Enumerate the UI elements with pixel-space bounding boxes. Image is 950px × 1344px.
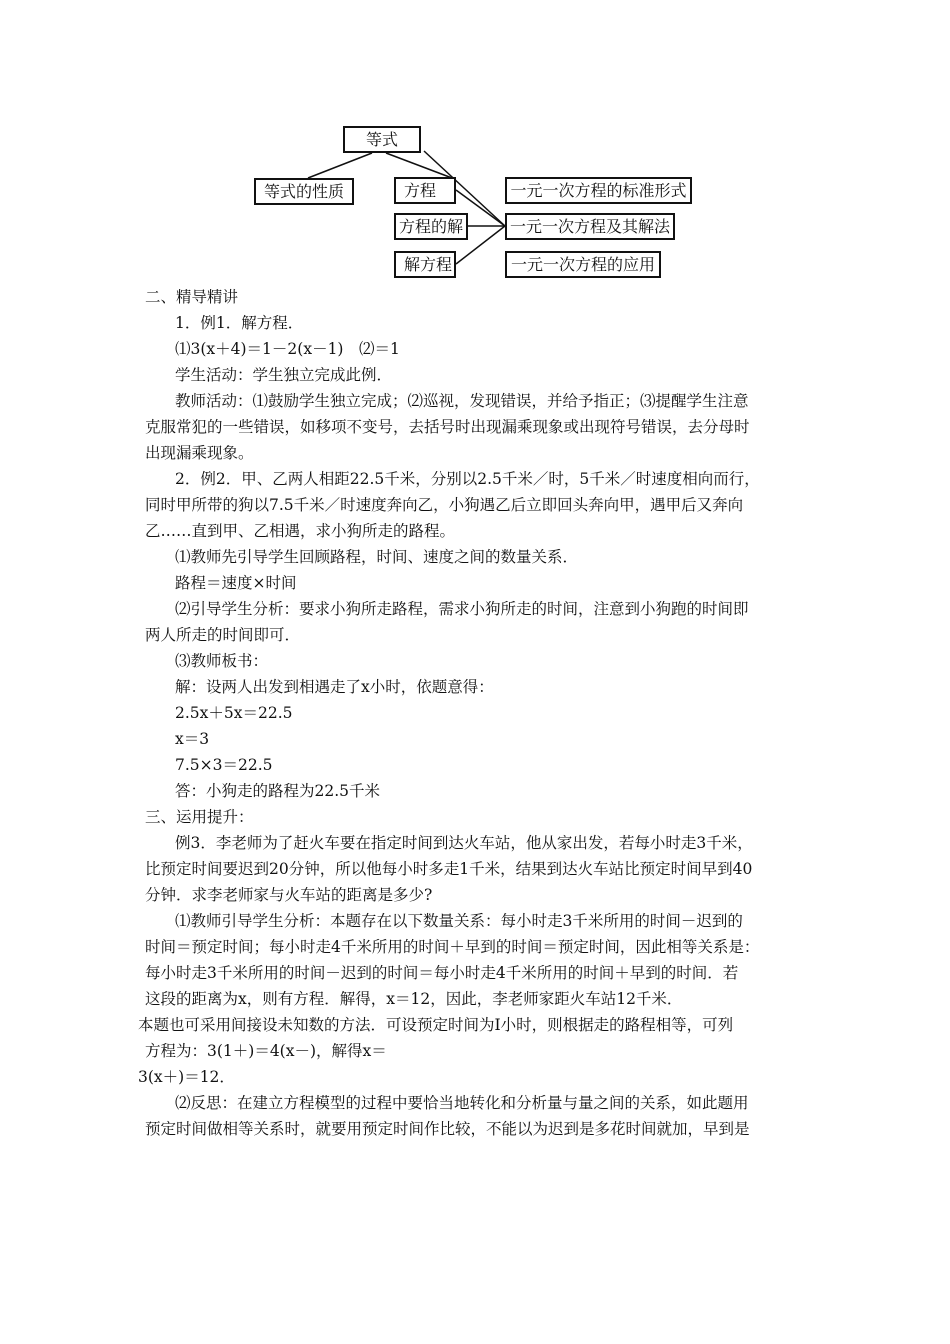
paragraph-line: 两人所走的时间即可． [145, 626, 301, 644]
node-solving-method: 一元一次方程及其解法 [505, 213, 675, 240]
section-heading: 二、精导精讲 [145, 288, 239, 306]
paragraph-line: ⑴教师引导学生分析：本题存在以下数量关系：每小时走3千米所用的时间－迟到的 [175, 912, 743, 930]
example-3-title: 例3．李老师为了赶火车要在指定时间到达火车站，他从家出发，若每小时走3千米， [175, 834, 753, 852]
paragraph-line: 出现漏乘现象。 [145, 444, 254, 462]
paragraph-line: 预定时间做相等关系时，就要用预定时间作比较，不能以为迟到是多花时间就加，早到是 [145, 1120, 750, 1138]
paragraph-line: 教师活动：⑴鼓励学生独立完成；⑵巡视，发现错误，并给予指正；⑶提醒学生注意 [175, 392, 749, 410]
paragraph-line: 比预定时间要迟到20分钟，所以他每小时多走1千米，结果到达火车站比预定时间早到40 [145, 860, 753, 878]
node-standard-form: 一元一次方程的标准形式 [505, 177, 692, 204]
section-heading: 三、运用提升： [145, 808, 254, 826]
formula-line: x＝3 [175, 730, 210, 748]
formula-line: 3(x＋)＝12． [138, 1068, 235, 1086]
node-equation: 方程 [394, 177, 456, 204]
paragraph-line: 方程为：3(1＋)＝4(x－)，解得x＝ [145, 1042, 387, 1060]
answer-line: 答：小狗走的路程为22.5千米 [175, 782, 381, 800]
formula-line: 路程＝速度×时间 [175, 574, 297, 592]
paragraph-line: 分钟．求李老师家与火车站的距离是多少? [145, 886, 433, 904]
paragraph-line: ⑴教师先引导学生回顾路程，时间、速度之间的数量关系． [175, 548, 579, 566]
node-equation-solution: 方程的解 [394, 213, 468, 240]
node-equality: 等式 [343, 126, 421, 153]
paragraph-line: 乙……直到甲、乙相遇，求小狗所走的路程。 [145, 522, 456, 540]
paragraph-line: ⑶教师板书： [175, 652, 269, 670]
paragraph-line: ⑵反思：在建立方程模型的过程中要恰当地转化和分析量与量之间的关系，如此题用 [175, 1094, 749, 1112]
paragraph-line: 这段的距离为x，则有方程．解得，x＝12，因此，李老师家距火车站12千米． [145, 990, 683, 1008]
paragraph-line: 克服常犯的一些错误，如移项不变号，去括号时出现漏乘现象或出现符号错误，去分母时 [145, 418, 750, 436]
concept-diagram [0, 0, 950, 300]
node-equality-properties: 等式的性质 [254, 178, 354, 205]
paragraph-line: 本题也可采用间接设未知数的方法．可设预定时间为I小时，则根据走的路程相等，可列 [138, 1016, 734, 1034]
example-1-title: 1．例1．解方程． [175, 314, 304, 332]
example-2-title: 2．例2．甲、乙两人相距22.5千米，分别以2.5千米／时，5千米／时速度相向而行， [175, 470, 760, 488]
node-solve-equation: 解方程 [394, 251, 456, 278]
paragraph-line: ⑵引导学生分析：要求小狗所走路程，需求小狗所走的时间，注意到小狗跑的时间即 [175, 600, 749, 618]
formula-line: 7.5×3＝22.5 [175, 756, 273, 774]
paragraph-line: 时间＝预定时间；每小时走4千米所用的时间＋早到的时间＝预定时间，因此相等关系是： [145, 938, 760, 956]
node-application: 一元一次方程的应用 [505, 251, 661, 278]
paragraph-line: 同时甲所带的狗以7.5千米／时速度奔向乙，小狗遇乙后立即回头奔向甲，遇甲后又奔向 [145, 496, 744, 514]
diagram-connectors [0, 0, 950, 300]
example-1-equations: ⑴3(x＋4)＝1－2(x－1) ⑵＝1 [175, 340, 400, 358]
solution-line: 解：设两人出发到相遇走了x小时，依题意得： [175, 678, 494, 696]
formula-line: 2.5x＋5x＝22.5 [175, 704, 293, 722]
paragraph-line: 每小时走3千米所用的时间－迟到的时间＝每小时走4千米所用的时间＋早到的时间．若 [145, 964, 739, 982]
paragraph-line: 学生活动：学生独立完成此例． [175, 366, 393, 384]
